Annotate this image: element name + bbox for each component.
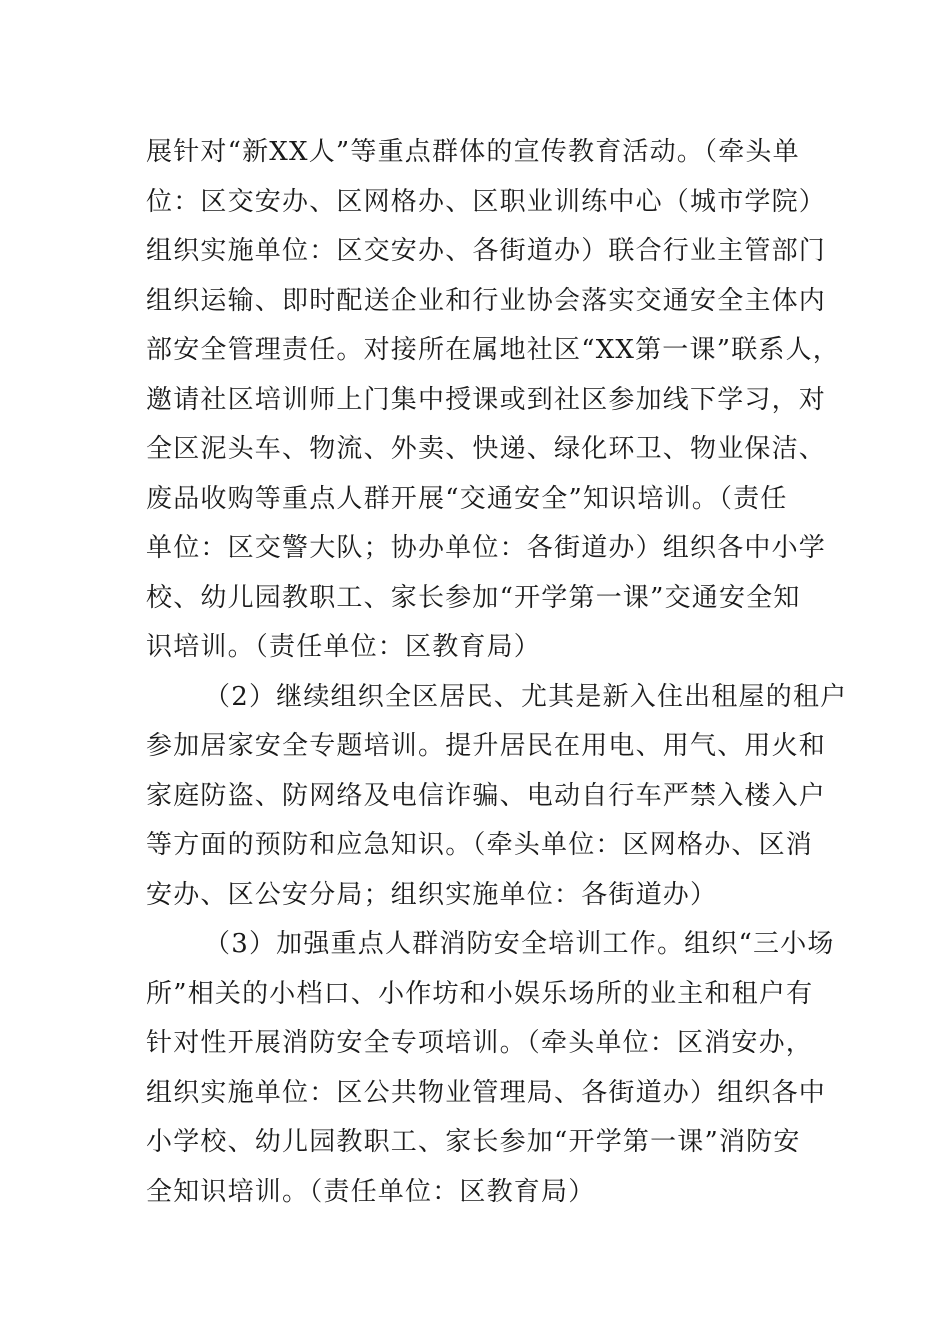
text-line: 邀请社区培训师上门集中授课或到社区参加线下学习，对 bbox=[146, 385, 827, 415]
text-line: 校、幼儿园教职工、家长参加“开学第一课”交通安全知 bbox=[146, 583, 801, 613]
text-line: 小学校、幼儿园教职工、家长参加“开学第一课”消防安 bbox=[146, 1127, 801, 1157]
text-line: 组织运输、即时配送企业和行业协会落实交通安全主体内 bbox=[146, 286, 827, 316]
paragraph-first-line: （3）加强重点人群消防安全培训工作。组织“三小场 bbox=[204, 929, 835, 959]
text-line: 单位：区交警大队；协办单位：各街道办）组织各中小学 bbox=[146, 533, 827, 563]
text-line: 废品收购等重点人群开展“交通安全”知识培训。（责任 bbox=[146, 484, 788, 514]
text-line: 全区泥头车、物流、外卖、快递、绿化环卫、物业保洁、 bbox=[146, 434, 827, 464]
text-line: 位：区交安办、区网格办、区职业训练中心（城市学院） bbox=[146, 187, 827, 217]
text-line: 展针对“新XX人”等重点群体的宣传教育活动。（牵头单 bbox=[146, 137, 800, 167]
text-line: 安办、区公安分局；组织实施单位：各街道办） bbox=[146, 880, 718, 910]
text-line: 参加居家安全专题培训。提升居民在用电、用气、用火和 bbox=[146, 731, 827, 761]
text-line: 家庭防盗、防网络及电信诈骗、电动自行车严禁入楼入户 bbox=[146, 781, 827, 811]
text-line: 等方面的预防和应急知识。（牵头单位：区网格办、区消 bbox=[146, 830, 814, 860]
text-line: 组织实施单位：区交安办、各街道办）联合行业主管部门 bbox=[146, 236, 827, 266]
text-line: 识培训。（责任单位：区教育局） bbox=[146, 632, 542, 662]
text-line: 部安全管理责任。对接所在属地社区“XX第一课”联系人， bbox=[146, 335, 841, 365]
text-line: 针对性开展消防安全专项培训。（牵头单位：区消安办， bbox=[146, 1028, 814, 1058]
text-line: 全知识培训。（责任单位：区教育局） bbox=[146, 1177, 596, 1207]
text-line: 组织实施单位：区公共物业管理局、各街道办）组织各中 bbox=[146, 1078, 827, 1108]
text-line: 所”相关的小档口、小作坊和小娱乐场所的业主和租户有 bbox=[146, 979, 814, 1009]
paragraph-first-line: （2）继续组织全区居民、尤其是新入住出租屋的租户 bbox=[204, 682, 848, 712]
